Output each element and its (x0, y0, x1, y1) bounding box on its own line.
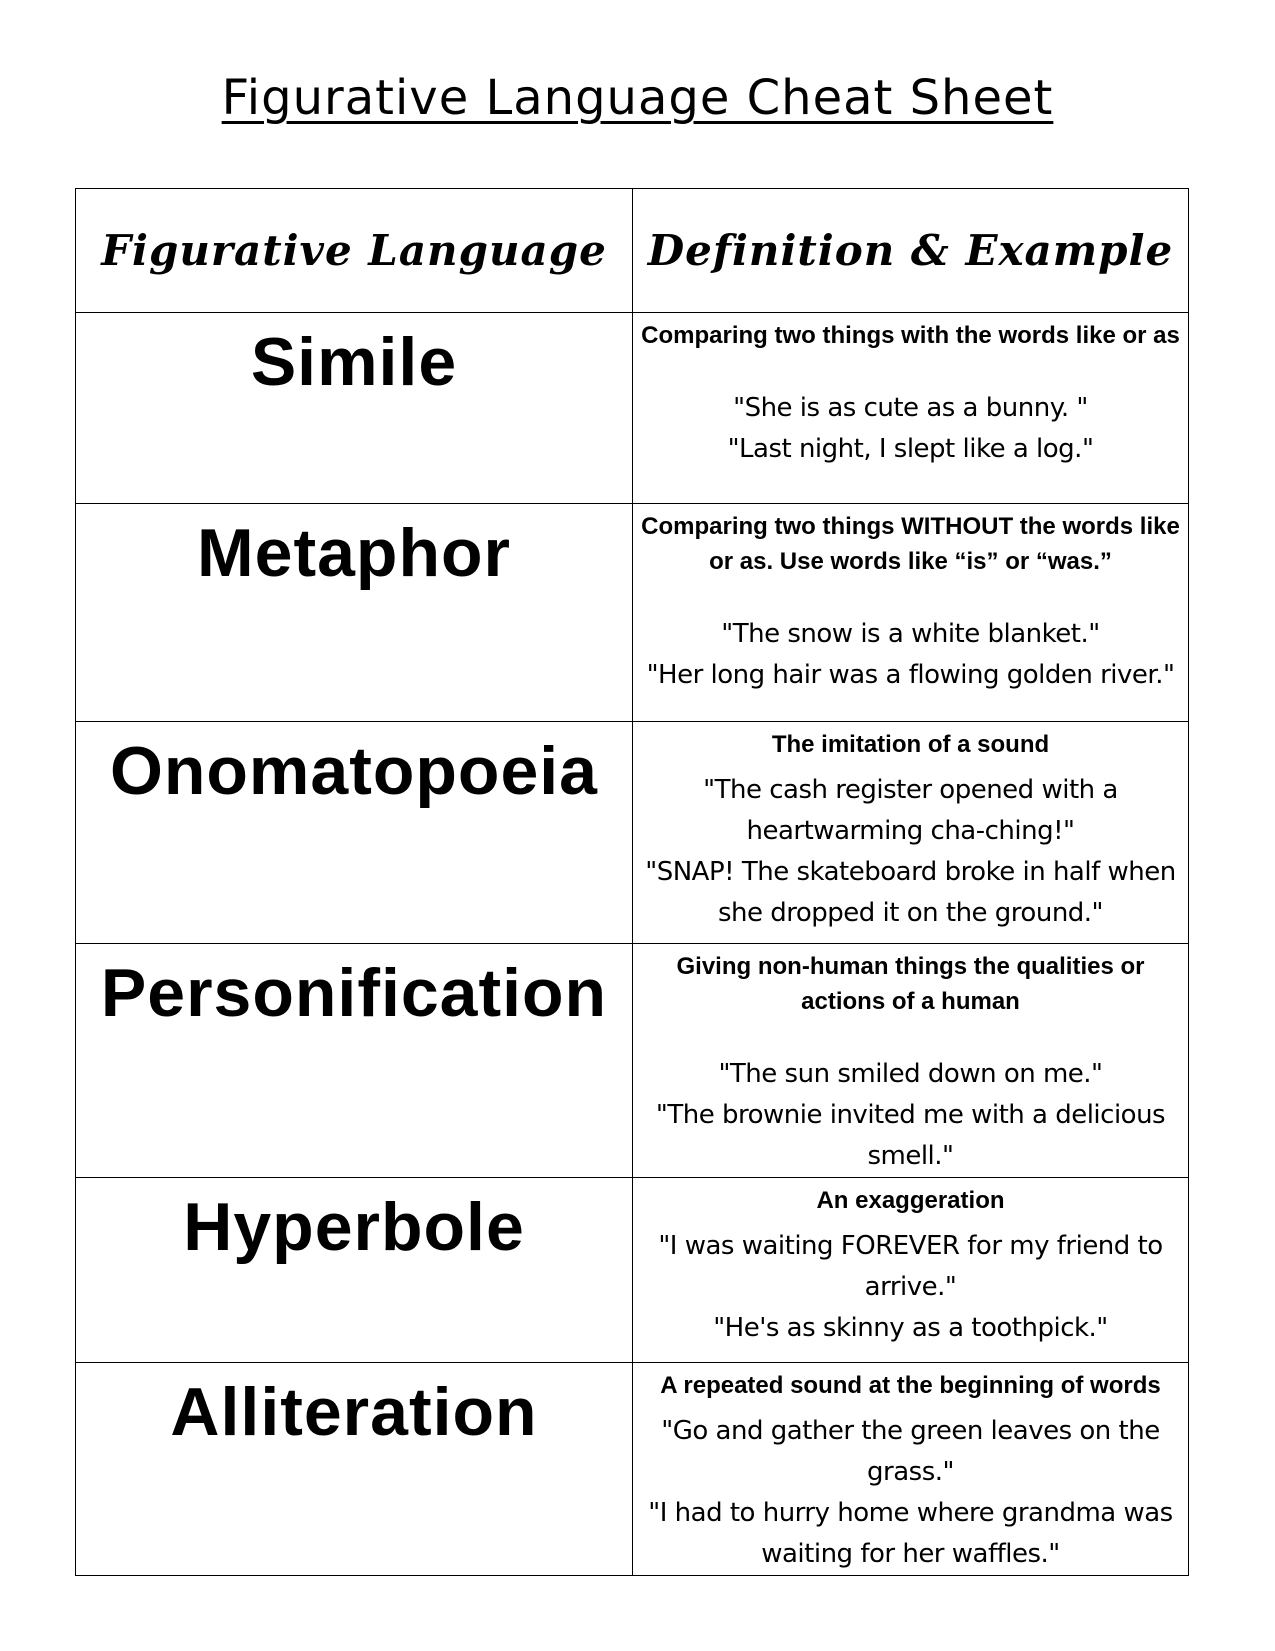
term-cell (76, 313, 633, 504)
header-definition: Definition & Example (633, 189, 1189, 313)
table-row (76, 944, 1189, 1178)
example-text: "I had to hurry home where grandma was waiting for her waffles." (648, 1498, 1173, 1569)
definition-cell (633, 722, 1189, 944)
example-text: "I was waiting FOREVER for my friend to arrive." (658, 1231, 1163, 1302)
example-text: "The sun smiled down on me." (718, 1059, 1103, 1089)
term-cell (76, 504, 633, 722)
definition-text: Comparing two things with the words like or as (641, 322, 1180, 349)
term-name: Simile (250, 324, 458, 400)
table-row (76, 504, 1189, 722)
table-row (76, 313, 1189, 504)
definition-text: Comparing two things WITHOUT the words like or as. Use words like “is” or “was.” (641, 513, 1180, 575)
definition-cell (633, 504, 1189, 722)
header-row (76, 189, 1189, 313)
definition-cell (633, 313, 1189, 504)
example-text: "She is as cute as a bunny. " (733, 393, 1088, 423)
cheat-sheet-table (75, 188, 1189, 1576)
header-term: Figurative Language (76, 189, 633, 313)
term-cell (76, 944, 633, 1178)
term-cell (76, 1178, 633, 1363)
example-text: "Last night, I slept like a log." (727, 434, 1094, 464)
example-text: "The cash register opened with a heartwarming cha-ching!" (703, 775, 1118, 846)
example-text: "Her long hair was a flowing golden river." (646, 660, 1175, 690)
example-text: "The snow is a white blanket." (721, 619, 1100, 649)
definition-text: Giving non-human things the qualities or actions of a human (676, 953, 1145, 1015)
page-title (0, 70, 1275, 128)
example-text: "He's as skinny as a toothpick." (713, 1313, 1108, 1343)
definition-cell (633, 1363, 1189, 1576)
term-cell (76, 1363, 633, 1576)
page-title-text: Figurative Language Cheat Sheet (221, 70, 1054, 126)
table-row (76, 1363, 1189, 1576)
term-name: Alliteration (170, 1374, 538, 1450)
definition-cell (633, 944, 1189, 1178)
term-name: Onomatopoeia (109, 733, 599, 809)
definition-text: An exaggeration (816, 1187, 1005, 1214)
table-row (76, 722, 1189, 944)
term-name: Hyperbole (183, 1189, 525, 1265)
term-name: Personification (100, 955, 608, 1031)
term-cell (76, 722, 633, 944)
example-text: "The brownie invited me with a delicious smell." (655, 1100, 1166, 1171)
example-text: "Go and gather the green leaves on the grass." (661, 1416, 1160, 1487)
definition-text: The imitation of a sound (771, 731, 1050, 758)
definition-cell (633, 1178, 1189, 1363)
table-row (76, 1178, 1189, 1363)
example-text: "SNAP! The skateboard broke in half when she dropped it on the ground." (645, 857, 1176, 928)
term-name: Metaphor (197, 515, 511, 591)
definition-text: A repeated sound at the beginning of words (660, 1372, 1161, 1399)
